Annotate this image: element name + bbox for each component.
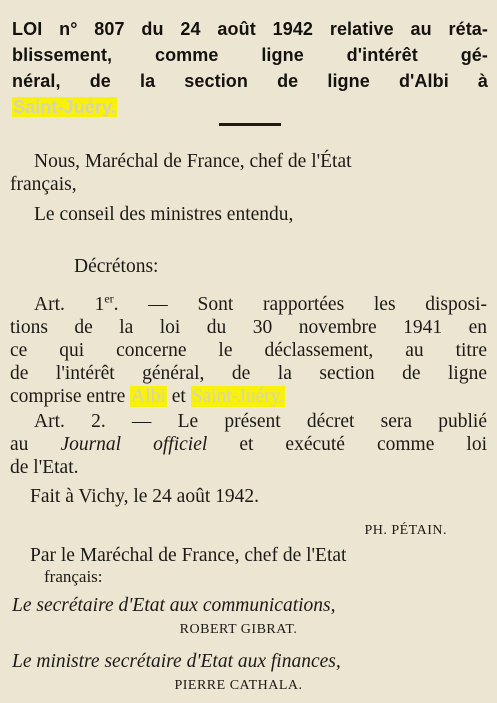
art2-line-3: de l'Etat. <box>10 457 79 478</box>
preamble-line-3: Le conseil des ministres entendu, <box>34 204 294 225</box>
art2-line-2-a: au <box>10 434 61 455</box>
art1-line-5 <box>10 385 487 408</box>
ministre-block <box>10 650 487 697</box>
signature-petain <box>10 517 487 542</box>
preamble <box>10 150 487 226</box>
title-line-3: néral, de la section de ligne d'Albi à <box>12 71 488 91</box>
par-le-line-2: français: <box>44 567 103 586</box>
ministre-role: Le ministre secrétaire d'Etat aux finances, <box>12 651 341 672</box>
preamble-line-1: Nous, Maréchal de France, chef de l'État <box>34 151 352 172</box>
art1-line-4: de l'intérêt général, de la section de ligne <box>10 363 487 384</box>
title-line-4 <box>12 94 488 120</box>
journal-officiel: Journal officiel <box>60 434 208 455</box>
art2-line-2-b: et exécuté comme loi <box>207 434 487 455</box>
art1-line-1-text: . — Sont rapportées les disposi- <box>113 294 488 315</box>
art1-line-3: ce qui concerne le déclassement, au titre <box>10 340 487 361</box>
title-line-1: LOI n° 807 du 24 août 1942 relative au réta- <box>12 19 488 39</box>
fait-a-vichy: Fait à Vichy, le 24 août 1942. <box>30 486 260 507</box>
art2-line-1: Art. 2. — Le présent décret sera publié <box>34 411 487 432</box>
signature-petain-text: PH. PÉTAIN. <box>364 523 447 538</box>
art1-et: et <box>166 386 191 407</box>
ministre-name: PIERRE CATHALA. <box>174 678 303 693</box>
art1-label: Art. 1 <box>34 294 105 315</box>
preamble-line-2: français, <box>10 174 77 195</box>
highlight-saint-juery-title: Saint-Juéry. <box>13 97 116 117</box>
decretons-heading: Décrétons: <box>74 256 159 277</box>
par-le-line-1: Par le Maréchal de France, chef de l'Etat <box>30 545 347 566</box>
secretaire-role: Le secrétaire d'Etat aux communications, <box>12 595 336 616</box>
art1-line-2: tions de la loi du 30 novembre 1941 en <box>10 317 487 338</box>
article-2 <box>10 410 487 479</box>
highlight-albi: Albi <box>131 386 166 407</box>
separator-rule <box>219 123 281 126</box>
secretaire-name: ROBERT GIBRAT. <box>179 622 298 637</box>
secretaire-block <box>10 594 487 641</box>
par-le-marechal <box>10 544 487 586</box>
secretaire-name-line <box>10 617 487 641</box>
art1-line-5-text: comprise entre <box>10 386 131 407</box>
art1-label-sup: er <box>104 291 114 306</box>
art1-line-1 <box>10 293 487 316</box>
title-line-2: blissement, comme ligne d'intérêt gé- <box>12 45 488 65</box>
law-title <box>12 16 488 120</box>
art2-line-2 <box>10 433 487 456</box>
ministre-name-line <box>10 673 487 697</box>
highlight-saint-juery: Saint-Juéry. <box>191 386 285 407</box>
article-1 <box>10 293 487 408</box>
